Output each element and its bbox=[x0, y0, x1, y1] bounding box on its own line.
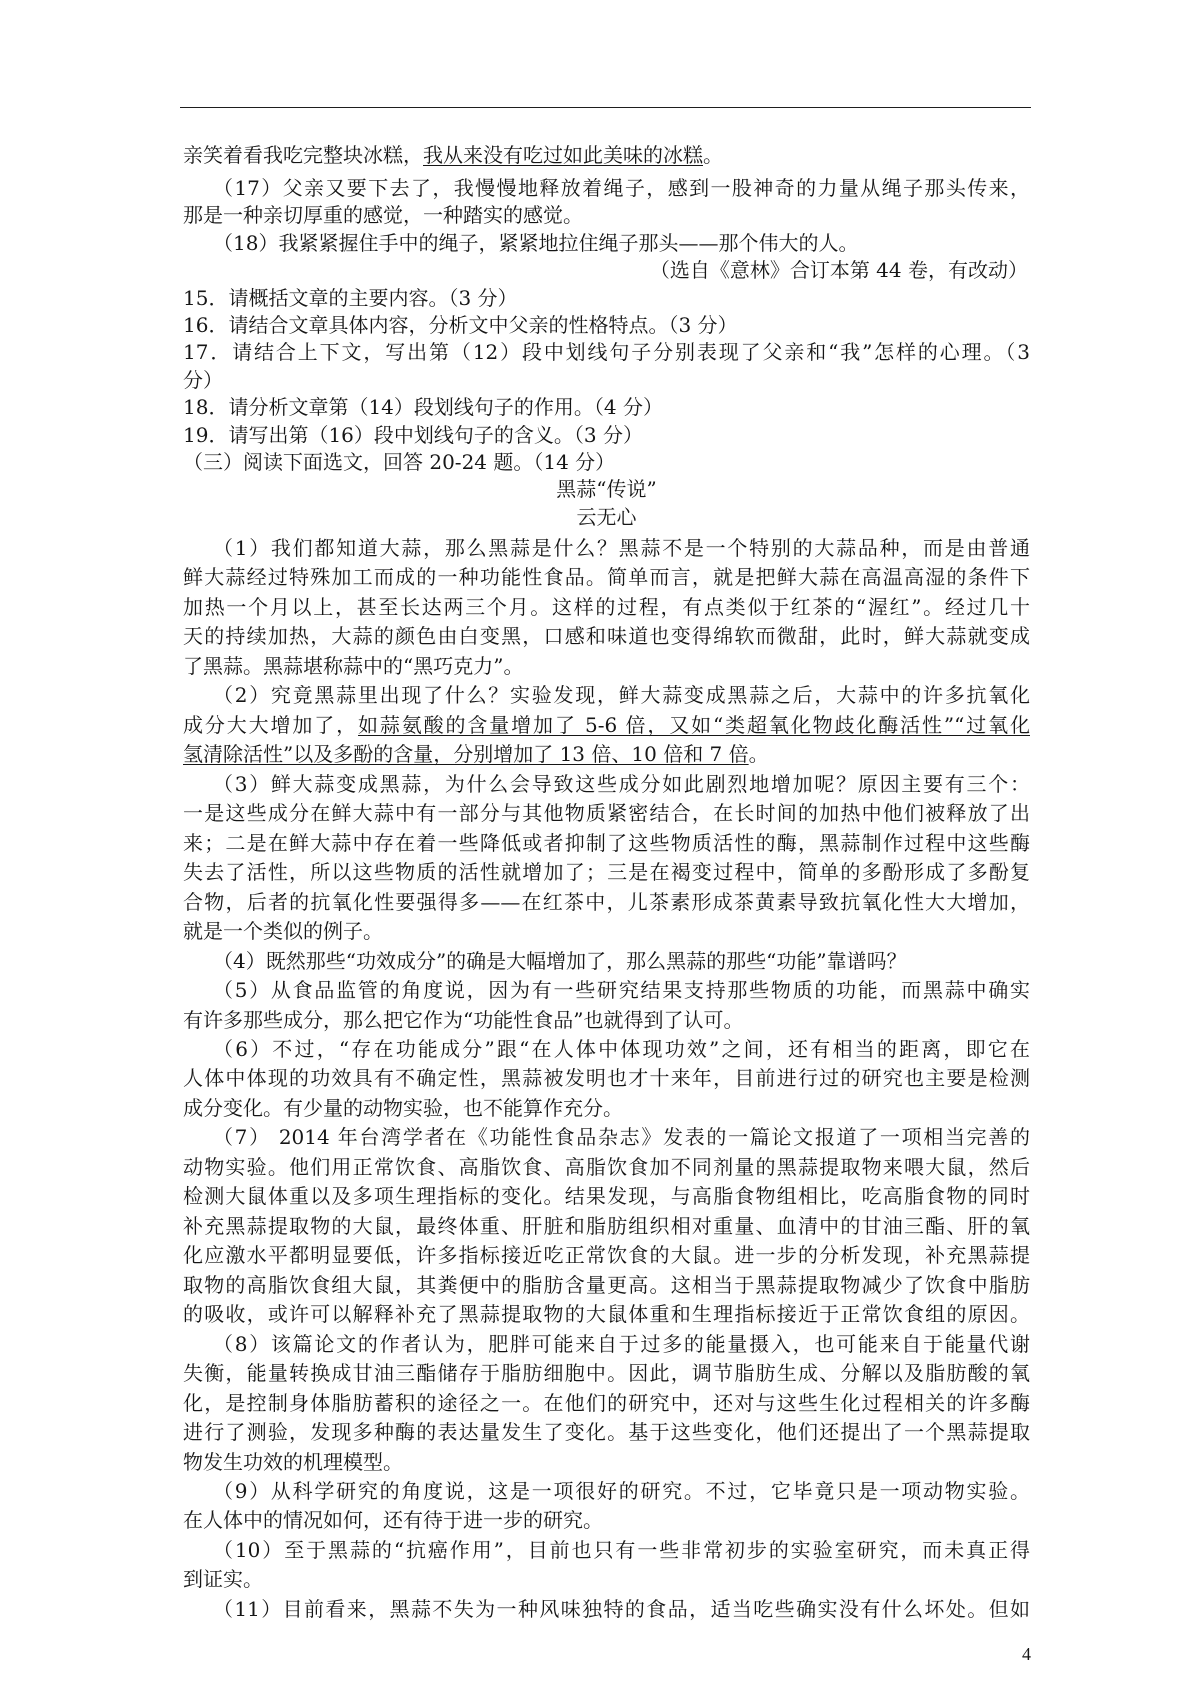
underlined-sentence: 如蒜氨酸的含量增加了 5-6 倍，又如“类超氧化物歧化酶活性”“过氧化 bbox=[358, 712, 1030, 737]
paragraph-7-line-3: 检测大鼠体重以及多项生理指标的变化。结果发现，与高脂食物组相比，吃高脂食物的同时 bbox=[183, 1184, 1030, 1209]
paragraph-1-line-3: 加热一个月以上，甚至长达两三个月。这样的过程，有点类似于红茶的“渥红”。经过几十 bbox=[183, 594, 1030, 619]
paragraph-7-line-5: 化应激水平都明显要低，许多指标接近吃正常饮食的大鼠。进一步的分析发现，补充黑蒜提 bbox=[183, 1243, 1030, 1268]
paragraph-1-line-4: 天的持续加热，大蒜的颜色由白变黑，口感和味道也变得绵软而微甜，此时，鲜大蒜就变成 bbox=[183, 624, 1030, 649]
paragraph-1-line-1: （1）我们都知道大蒜，那么黑蒜是什么？黑蒜不是一个特别的大蒜品种，而是由普通 bbox=[213, 536, 1030, 560]
paragraph-5-line-1: （5）从食品监管的角度说，因为有一些研究结果支持那些物质的功能，而黑蒜中确实 bbox=[213, 978, 1030, 1003]
question-19: 19．请写出第（16）段中划线句子的含义。（3 分） bbox=[183, 422, 643, 447]
paragraph-7-line-4: 补充黑蒜提取物的大鼠，最终体重、肝脏和脂肪组织相对重量、血清中的甘油三酯、肝的氧 bbox=[183, 1213, 1030, 1238]
paragraph-8-line-1: （8）该篇论文的作者认为，肥胖可能来自于过多的能量摄入，也可能来自于能量代谢 bbox=[213, 1331, 1030, 1356]
paragraph-3-line-5: 合物，后者的抗氧化性要强得多——在红茶中，儿茶素形成茶黄素导致抗氧化性大大增加， bbox=[183, 889, 1030, 914]
paragraph-11-line-1: （11）目前看来，黑蒜不失为一种风味独特的食品，适当吃些确实没有什么坏处。但如 bbox=[213, 1596, 1030, 1621]
paragraph-9-line-2: 在人体中的情况如何，还有待于进一步的研究。 bbox=[183, 1508, 603, 1533]
paragraph-6-line-3: 成分变化。有少量的动物实验，也不能算作充分。 bbox=[183, 1095, 623, 1120]
paragraph-3-line-3: 来；二是在鲜大蒜中存在着一些降低或者抑制了这些物质活性的酶，黑蒜制作过程中这些酶 bbox=[183, 830, 1030, 855]
section-3-instruction: （三）阅读下面选文，回答 20-24 题。（14 分） bbox=[183, 449, 616, 474]
paragraph-17-line-2: 那是一种亲切厚重的感觉，一种踏实的感觉。 bbox=[183, 203, 583, 228]
paragraph-7-line-2: 动物实验。他们用正常饮食、高脂饮食、高脂饮食加不同剂量的黑蒜提取物来喂大鼠，然后 bbox=[183, 1154, 1030, 1179]
question-16: 16．请结合文章具体内容，分析文中父亲的性格特点。（3 分） bbox=[183, 312, 738, 337]
paragraph-10-line-1: （10）至于黑蒜的“抗癌作用”，目前也只有一些非常初步的实验室研究，而未真正得 bbox=[213, 1537, 1030, 1562]
question-18: 18．请分析文章第（14）段划线句子的作用。（4 分） bbox=[183, 395, 663, 420]
paragraph-4-line-1: （4）既然那些“功效成分”的确是大幅增加了，那么黑蒜的那些“功能”靠谱吗？ bbox=[213, 948, 907, 973]
paragraph-1-line-5: 了黑蒜。黑蒜堪称蒜中的“黑巧克力”。 bbox=[183, 653, 524, 678]
question-17-line-1: 17．请结合上下文，写出第（12）段中划线句子分别表现了父亲和“我”怎样的心理。（3 bbox=[183, 340, 1030, 365]
underlined-sentence: 氢清除活性”以及多酚的含量，分别增加了 13 倍、10 倍和 7 倍 bbox=[183, 742, 749, 767]
paragraph-8-line-3: 化，是控制身体脂肪蓄积的途径之一。在他们的研究中，还对与这些生化过程相关的许多酶 bbox=[183, 1390, 1030, 1415]
paragraph-3-line-4: 失去了活性，所以这些物质的活性就增加了；三是在褐变过程中，简单的多酚形成了多酚复 bbox=[183, 860, 1030, 885]
story-continuation-line bbox=[183, 138, 1030, 175]
article-author: 云无心 bbox=[576, 504, 637, 529]
page-number: 4 bbox=[1022, 1644, 1031, 1664]
paragraph-2-text: 成分大大增加了， bbox=[183, 712, 359, 737]
paragraph-2-line-1: （2）究竟黑蒜里出现了什么？实验发现，鲜大蒜变成黑蒜之后，大蒜中的许多抗氧化 bbox=[213, 683, 1030, 708]
paragraph-3-line-1: （3）鲜大蒜变成黑蒜，为什么会导致这些成分如此剧烈地增加呢？原因主要有三个： bbox=[213, 771, 1030, 796]
article-title: 黑蒜“传说” bbox=[556, 477, 657, 502]
continuation-end: 。 bbox=[703, 143, 723, 167]
paragraph-8-line-2: 失衡，能量转换成甘油三酯储存于脂肪细胞中。因此，调节脂肪生成、分解以及脂肪酸的氧 bbox=[183, 1361, 1030, 1386]
paragraph-7-line-6: 取物的高脂饮食组大鼠，其粪便中的脂肪含量更高。这相当于黑蒜提取物减少了饮食中脂肪 bbox=[183, 1272, 1030, 1297]
paragraph-3-line-6: 就是一个类似的例子。 bbox=[183, 919, 383, 944]
paragraph-6-line-2: 人体中体现的功效具有不确定性，黑蒜被发明也才十来年，目前进行过的研究也主要是检测 bbox=[183, 1066, 1030, 1091]
paragraph-18: （18）我紧紧握住手中的绳子，紧紧地拉住绳子那头——那个伟大的人。 bbox=[213, 230, 859, 255]
underlined-sentence: 我从来没有吃过如此美味的冰糕 bbox=[423, 143, 703, 167]
paragraph-6-line-1: （6）不过，“存在功能成分”跟“在人体中体现功效”之间，还有相当的距离，即它在 bbox=[213, 1036, 1030, 1061]
paragraph-5-line-2: 有许多那些成分，那么把它作为“功能性食品”也就得到了认可。 bbox=[183, 1007, 744, 1032]
paragraph-7-line-1: （7） 2014 年台湾学者在《功能性食品杂志》发表的一篇论文报道了一项相当完善的 bbox=[213, 1125, 1030, 1150]
article-body bbox=[183, 534, 1030, 1624]
paragraph-3-line-2: 一是这些成分在鲜大蒜中有一部分与其他物质紧密结合，在长时间的加热中他们被释放了出 bbox=[183, 801, 1030, 826]
story-ending-and-questions bbox=[183, 138, 1030, 531]
paragraph-1-line-2: 鲜大蒜经过特殊加工而成的一种功能性食品。简单而言，就是把鲜大蒜在高温高湿的条件下 bbox=[183, 565, 1030, 590]
paragraph-9-line-1: （9）从科学研究的角度说，这是一项很好的研究。不过，它毕竟只是一项动物实验。 bbox=[213, 1479, 1030, 1503]
question-17-line-2: 分） bbox=[183, 367, 223, 392]
paragraph-10-line-2: 到证实。 bbox=[183, 1567, 263, 1592]
header-rule bbox=[180, 107, 1031, 108]
paragraph-17-line-1: （17）父亲又要下去了，我慢慢地释放着绳子，感到一股神奇的力量从绳子那头传来， bbox=[213, 176, 1030, 200]
paragraph-2-end: 。 bbox=[748, 742, 769, 767]
paragraph-2-line-2 bbox=[183, 711, 1030, 740]
paragraph-2-line-3 bbox=[183, 740, 1030, 769]
source-note: （选自《意林》合订本第 44 卷，有改动） bbox=[649, 258, 1028, 283]
paragraph-8-line-4: 进行了测验，发现多种酶的表达量发生了变化。基于这些变化，他们还提出了一个黑蒜提取 bbox=[183, 1420, 1030, 1445]
paragraph-7-line-7: 的吸收，或许可以解释补充了黑蒜提取物的大鼠体重和生理指标接近于正常饮食组的原因。 bbox=[183, 1302, 1030, 1327]
paragraph-8-line-5: 物发生功效的机理模型。 bbox=[183, 1449, 403, 1474]
continuation-text: 亲笑着看我吃完整块冰糕， bbox=[183, 143, 423, 167]
question-15: 15．请概括文章的主要内容。（3 分） bbox=[183, 285, 518, 310]
